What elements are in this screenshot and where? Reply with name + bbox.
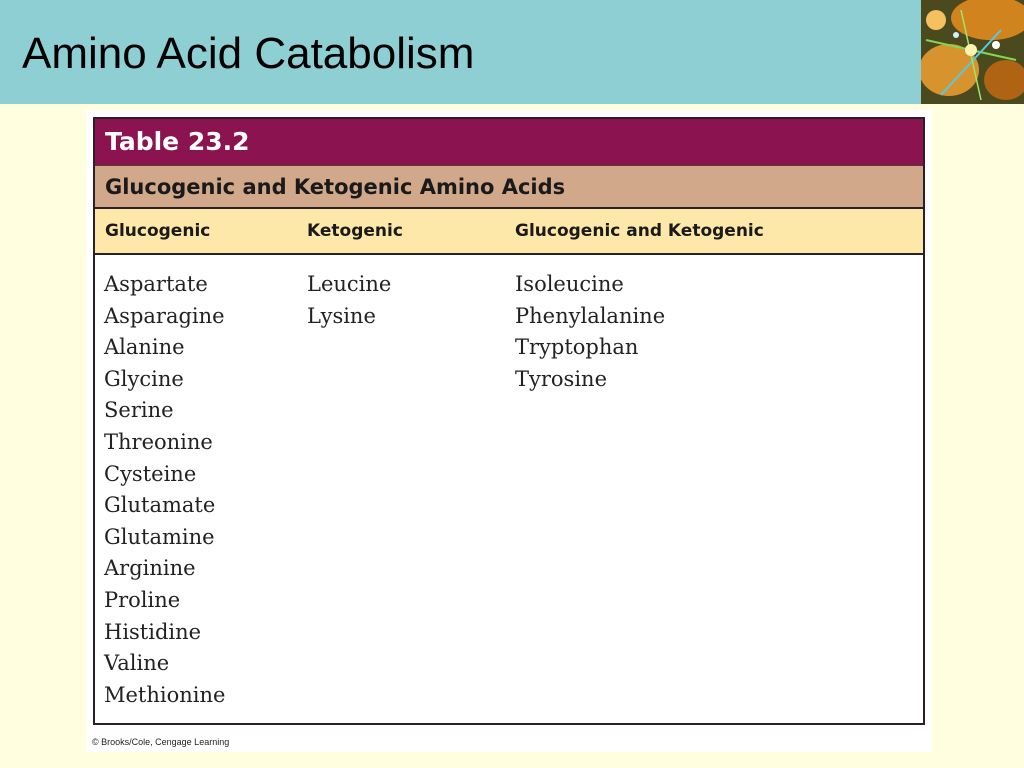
- amino-acid-table: [93, 117, 925, 725]
- list-item: Asparagine: [104, 303, 225, 328]
- column-header-glucogenic: Glucogenic: [105, 221, 211, 241]
- list-item: Leucine: [307, 272, 392, 296]
- column-header-row: [95, 209, 923, 255]
- list-item: Threonine: [104, 429, 213, 454]
- header-bar: [0, 0, 1024, 104]
- glucogenic-list: [104, 269, 225, 711]
- list-item: Alanine: [104, 335, 185, 360]
- list-item: Serine: [104, 398, 174, 423]
- list-item: Cysteine: [104, 461, 197, 486]
- column-header-both: Glucogenic and Ketogenic: [515, 221, 764, 241]
- glucogenic-and-ketogenic-list: [515, 269, 665, 395]
- slide-title: Amino Acid Catabolism: [22, 29, 475, 78]
- table-caption: Glucogenic and Ketogenic Amino Acids: [95, 165, 923, 209]
- list-item: Phenylalanine: [515, 303, 666, 328]
- list-item: Proline: [104, 587, 181, 612]
- list-item: Isoleucine: [515, 272, 624, 296]
- list-item: Valine: [104, 651, 170, 676]
- molecular-model-icon: [921, 0, 1024, 104]
- list-item: Tryptophan: [515, 335, 639, 360]
- table-number: Table 23.2: [95, 119, 923, 165]
- ketogenic-list: [307, 269, 391, 332]
- list-item: Tyrosine: [515, 366, 607, 391]
- list-item: Lysine: [307, 303, 376, 328]
- list-item: Glutamate: [104, 493, 216, 518]
- copyright-credit: © Brooks/Cole, Cengage Learning: [92, 737, 230, 747]
- list-item: Methionine: [104, 682, 226, 707]
- list-item: Arginine: [104, 556, 196, 581]
- list-item: Histidine: [104, 619, 202, 644]
- list-item: Glycine: [104, 366, 184, 391]
- column-header-ketogenic: Ketogenic: [307, 221, 403, 241]
- list-item: Aspartate: [104, 272, 208, 296]
- table-figure: [86, 110, 932, 752]
- list-item: Glutamine: [104, 524, 215, 549]
- molecular-model-image: [921, 0, 1024, 104]
